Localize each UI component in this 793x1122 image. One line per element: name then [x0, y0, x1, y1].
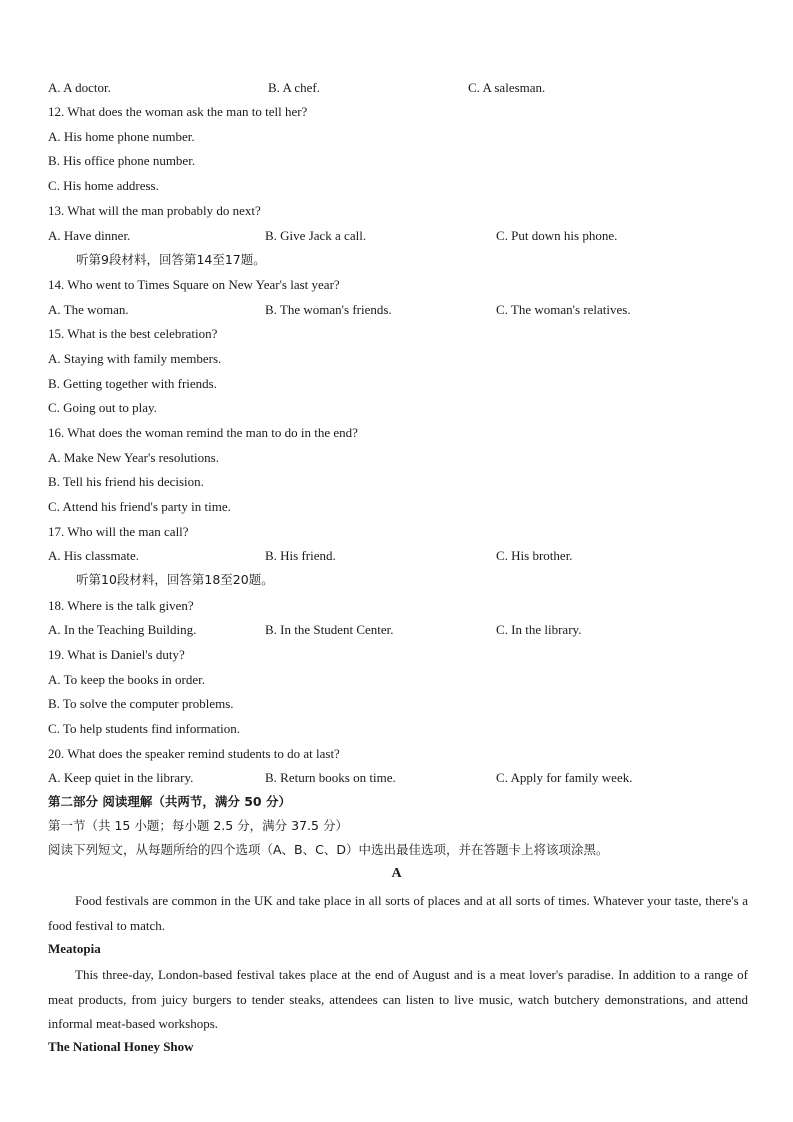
q15-option-a: A. Staying with family members. [48, 351, 222, 366]
q17-question: 17. Who will the man call? [48, 524, 189, 539]
q11-option-b: B. A chef. [268, 80, 320, 95]
q15-option-b: B. Getting together with friends. [48, 376, 217, 391]
q18-option-a: A. In the Teaching Building. [48, 622, 197, 637]
q12-option-a: A. His home phone number. [48, 129, 195, 144]
q12-option-c: C. His home address. [48, 178, 159, 193]
q19-option-a: A. To keep the books in order. [48, 672, 205, 687]
q17-option-b: B. His friend. [265, 548, 336, 563]
q16-option-b: B. Tell his friend his decision. [48, 474, 204, 489]
q19-option-c: C. To help students find information. [48, 721, 241, 736]
q14-question: 14. Who went to Times Square on New Year's last year? [48, 277, 340, 292]
meatopia-paragraph [48, 963, 748, 1037]
q18-option-b: B. In the Student Center. [265, 622, 394, 637]
q16-question: 16. What does the woman remind the man to do in the end? [48, 425, 358, 440]
q12-question: 12. What does the woman ask the man to tell her? [48, 104, 308, 119]
q18-option-c: C. In the library. [496, 622, 582, 637]
q13-option-b: B. Give Jack a call. [265, 228, 367, 243]
meatopia-title: Meatopia [48, 941, 101, 956]
passage-intro [48, 889, 748, 938]
q16-option-c: C. Attend his friend's party in time. [48, 499, 231, 514]
part2-section1: 第一节（共 15 小题；每小题 2.5 分，满分 37.5 分） [48, 818, 348, 833]
q14-option-a: A. The woman. [48, 302, 129, 317]
part2-heading: 第二部分 阅读理解（共两节，满分 50 分） [48, 794, 291, 809]
section10-instruction: 听第10段材料，回答第18至20题。 [76, 572, 274, 587]
q15-question: 15. What is the best celebration? [48, 326, 218, 341]
honey-show-title: The National Honey Show [48, 1039, 194, 1054]
q17-option-c: C. His brother. [496, 548, 573, 563]
passage-letter: A [391, 866, 402, 881]
q14-option-c: C. The woman's relatives. [496, 302, 631, 317]
q19-option-b: B. To solve the computer problems. [48, 696, 234, 711]
q19-question: 19. What is Daniel's duty? [48, 647, 185, 662]
q13-option-a: A. Have dinner. [48, 228, 131, 243]
q18-question: 18. Where is the talk given? [48, 598, 194, 613]
meatopia-text: This three-day, London-based festival takes place at the end of August and is a meat lover's paradise. In addition to a range of meat products, from juicy burgers to tender steaks, attendees can listen to live music, watch butchery demonstrations, and attend informal meat-based workshops. [48, 967, 748, 1031]
q13-question: 13. What will the man probably do next? [48, 203, 261, 218]
q20-question: 20. What does the speaker remind students to do at last? [48, 746, 340, 761]
q20-option-b: B. Return books on time. [265, 770, 396, 785]
q20-option-c: C. Apply for family week. [496, 770, 633, 785]
passage-intro-text: Food festivals are common in the UK and take place in all sorts of places and at all sorts of times. Whatever your taste, there's a food festival to match. [48, 893, 748, 933]
q17-option-a: A. His classmate. [48, 548, 139, 563]
part2-instruction: 阅读下列短文，从每题所给的四个选项（A、B、C、D）中选出最佳选项，并在答题卡上将该项涂黑。 [48, 842, 609, 857]
q16-option-a: A. Make New Year's resolutions. [48, 450, 219, 465]
q15-option-c: C. Going out to play. [48, 400, 157, 415]
q11-option-c: C. A salesman. [468, 80, 546, 95]
q14-option-b: B. The woman's friends. [265, 302, 392, 317]
q12-option-b: B. His office phone number. [48, 153, 196, 168]
q11-option-a: A. A doctor. [48, 80, 111, 95]
q13-option-c: C. Put down his phone. [496, 228, 618, 243]
q20-option-a: A. Keep quiet in the library. [48, 770, 194, 785]
section9-instruction: 听第9段材料，回答第14至17题。 [76, 252, 266, 267]
